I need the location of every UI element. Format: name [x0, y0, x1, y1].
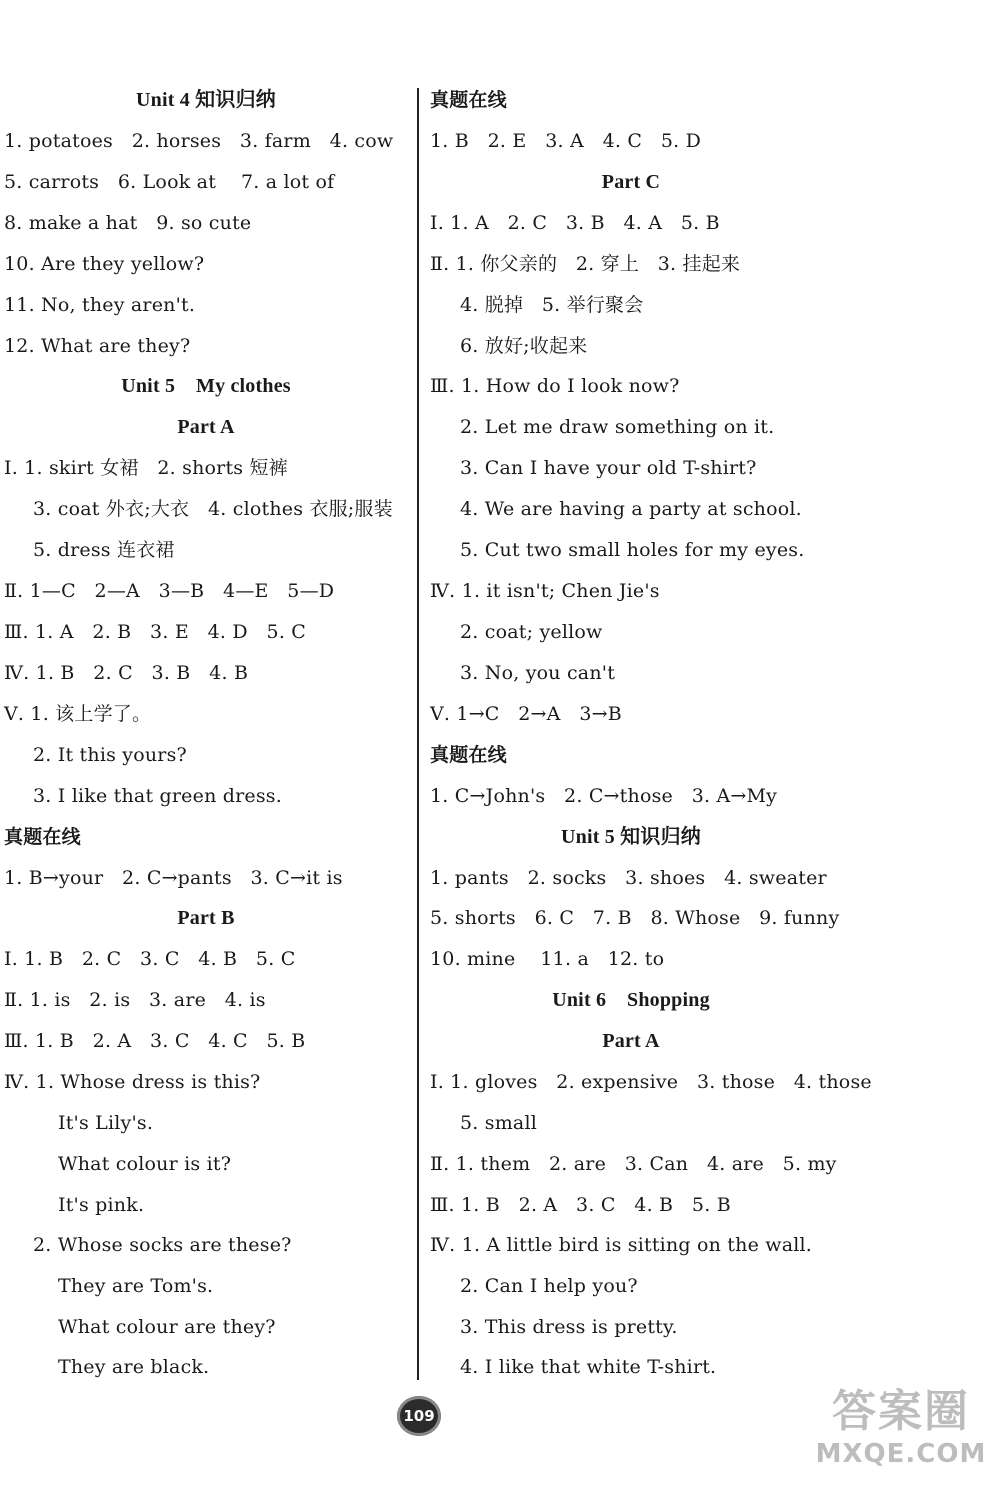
answer-line: 3. This dress is pretty.	[460, 1316, 678, 1338]
answer-line: 5. small	[460, 1112, 538, 1134]
answer-line: 3. coat 外衣;大衣 4. clothes 衣服;服装	[33, 498, 393, 520]
answer-line: Ⅰ. 1. B 2. C 3. C 4. B 5. C	[4, 948, 296, 970]
unit4-summary-title: Unit 4 知识归纳	[136, 89, 276, 111]
answer-line: 3. Can I have your old T-shirt?	[460, 457, 757, 479]
answer-line: 4. I like that white T-shirt.	[460, 1356, 717, 1378]
answer-line: 5. Cut two small holes for my eyes.	[460, 539, 805, 561]
answer-line: 8. make a hat 9. so cute	[4, 212, 252, 234]
answer-line: Ⅱ. 1. is 2. is 3. are 4. is	[4, 989, 266, 1011]
answer-line: 10. mine 11. a 12. to	[430, 948, 665, 970]
answer-line: Ⅴ. 1→C 2→A 3→B	[430, 703, 622, 725]
answer-line: 4. 脱掉 5. 举行聚会	[460, 294, 644, 316]
answer-line: Ⅱ. 1—C 2—A 3—B 4—E 5—D	[4, 580, 335, 602]
answer-line: 12. What are they?	[4, 335, 191, 357]
answer-line: 3. No, you can't	[460, 662, 616, 684]
answer-line: 11. No, they aren't.	[4, 294, 196, 316]
answer-line: 5. carrots 6. Look at 7. a lot of	[4, 171, 335, 193]
answer-line: 5. dress 连衣裙	[33, 539, 175, 561]
unit5-summary-title: Unit 5 知识归纳	[561, 826, 701, 848]
part-a-title: Part A	[177, 416, 235, 438]
answer-line: Ⅴ. 1. 该上学了。	[4, 703, 152, 725]
answer-line: It's Lily's.	[58, 1112, 154, 1134]
answer-line: 1. B→your 2. C→pants 3. C→it is	[4, 867, 343, 889]
zhenti-heading: 真题在线	[430, 744, 507, 766]
answer-line: Ⅲ. 1. B 2. A 3. C 4. B 5. B	[430, 1194, 731, 1216]
watermark-text: 答案圈	[832, 1386, 970, 1437]
answer-line: 10. Are they yellow?	[4, 253, 205, 275]
answer-line: What colour is it?	[58, 1153, 232, 1175]
zhenti-heading: 真题在线	[430, 89, 507, 111]
column-divider	[417, 88, 419, 1380]
answer-line: Ⅳ. 1. Whose dress is this?	[4, 1071, 261, 1093]
answer-line: 3. I like that green dress.	[33, 785, 282, 807]
answer-line: Ⅰ. 1. skirt 女裙 2. shorts 短裤	[4, 457, 288, 479]
page-number: 109	[397, 1396, 441, 1436]
answer-line: 5. shorts 6. C 7. B 8. Whose 9. funny	[430, 907, 840, 929]
answer-line: Ⅱ. 1. 你父亲的 2. 穿上 3. 挂起来	[430, 253, 741, 275]
answer-line: 2. Whose socks are these?	[33, 1234, 292, 1256]
answer-line: Ⅲ. 1. A 2. B 3. E 4. D 5. C	[4, 621, 307, 643]
answer-line: 1. B 2. E 3. A 4. C 5. D	[430, 130, 702, 152]
answer-line: Ⅰ. 1. A 2. C 3. B 4. A 5. B	[430, 212, 720, 234]
answer-line: 2. Let me draw something on it.	[460, 416, 775, 438]
unit6-part-a-title: Part A	[602, 1030, 660, 1052]
answer-line: Ⅲ. 1. B 2. A 3. C 4. C 5. B	[4, 1030, 306, 1052]
answer-line: Ⅰ. 1. gloves 2. expensive 3. those 4. those	[430, 1071, 872, 1093]
answer-line: 1. C→John's 2. C→those 3. A→My	[430, 785, 778, 807]
answer-line: It's pink.	[58, 1194, 145, 1216]
zhenti-heading: 真题在线	[4, 826, 81, 848]
answer-line: They are Tom's.	[58, 1275, 214, 1297]
part-b-title: Part B	[177, 907, 235, 929]
unit5-title: Unit 5 My clothes	[121, 375, 291, 397]
answer-line: 2. coat; yellow	[460, 621, 603, 643]
answer-line: Ⅳ. 1. A little bird is sitting on the wall.	[430, 1234, 813, 1256]
answer-line: 2. Can I help you?	[460, 1275, 638, 1297]
answer-line: 4. We are having a party at school.	[460, 498, 802, 520]
unit6-title: Unit 6 Shopping	[552, 989, 710, 1011]
answer-line: 1. pants 2. socks 3. shoes 4. sweater	[430, 867, 827, 889]
answer-line: Ⅲ. 1. How do I look now?	[430, 375, 680, 397]
answer-line: 2. It this yours?	[33, 744, 187, 766]
part-c-title: Part C	[601, 171, 661, 193]
answer-line: Ⅳ. 1. it isn't; Chen Jie's	[430, 580, 660, 602]
answer-line: They are black.	[58, 1356, 210, 1378]
answer-line: What colour are they?	[58, 1316, 276, 1338]
answer-line: 6. 放好;收起来	[460, 335, 588, 357]
answer-line: Ⅱ. 1. them 2. are 3. Can 4. are 5. my	[430, 1153, 837, 1175]
answer-line: Ⅳ. 1. B 2. C 3. B 4. B	[4, 662, 249, 684]
watermark-url: MXQE.COM	[815, 1439, 987, 1469]
watermark-logo	[810, 1386, 992, 1480]
answer-line: 1. potatoes 2. horses 3. farm 4. cow	[4, 130, 394, 152]
